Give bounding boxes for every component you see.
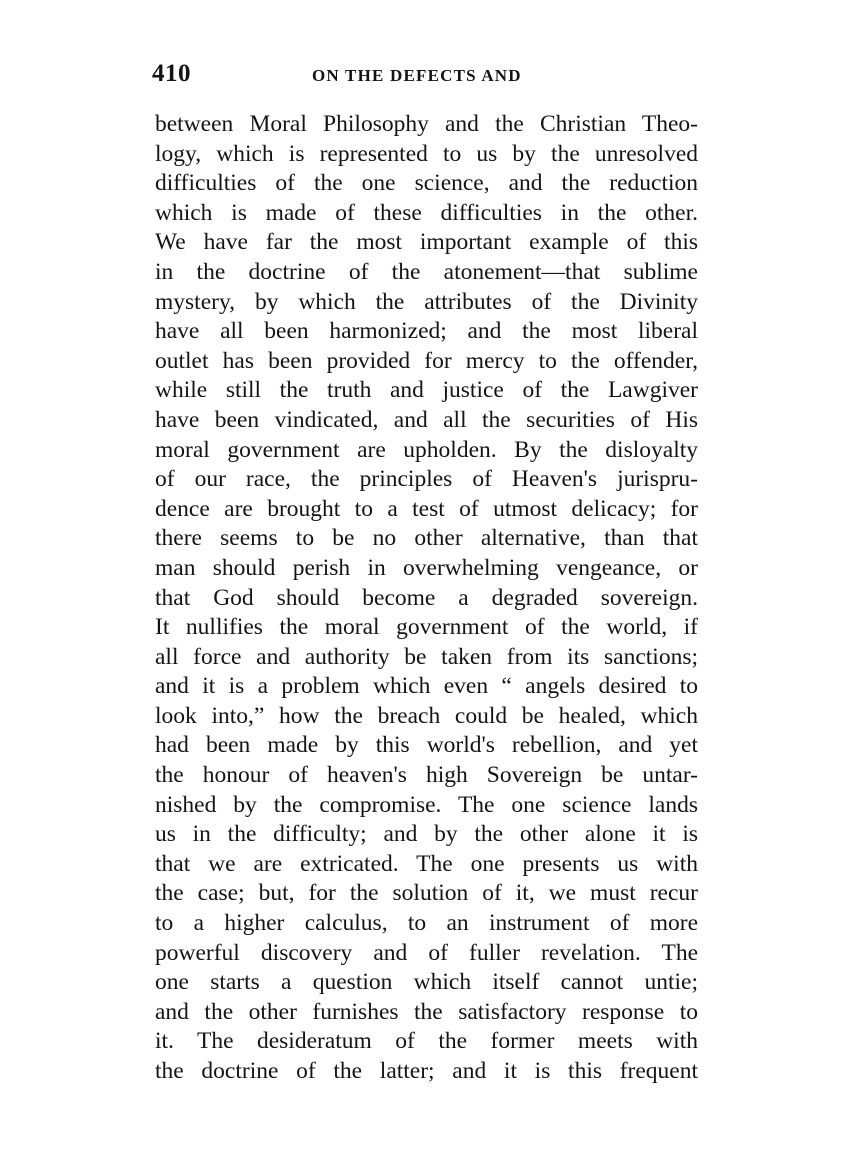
text-line: there seems to be no other alternative, than that	[155, 525, 698, 552]
text-line: We have far the most important example of this	[155, 229, 698, 256]
page-number: 410	[152, 60, 191, 87]
text-line: dence are brought to a test of utmost delicacy; for	[155, 495, 698, 522]
text-line: had been made by this world's rebellion, and yet	[155, 732, 698, 759]
text-line: to a higher calculus, to an instrument of more	[155, 910, 698, 937]
text-line: that we are extricated. The one presents us with	[155, 850, 698, 877]
text-line: have all been harmonized; and the most liberal	[155, 318, 698, 345]
text-line: the honour of heaven's high Sovereign be untar-	[155, 762, 698, 789]
text-line: powerful discovery and of fuller revelation. The	[155, 939, 698, 966]
page-header	[152, 58, 700, 92]
text-line: man should perish in overwhelming vengeance, or	[155, 554, 698, 581]
text-line: outlet has been provided for mercy to the offender,	[155, 347, 698, 374]
text-line: look into,” how the breach could be healed, which	[155, 702, 698, 729]
text-line: logy, which is represented to us by the unresolved	[155, 140, 698, 167]
text-line: it. The desideratum of the former meets with	[155, 1028, 698, 1055]
body-text	[155, 110, 698, 1087]
text-line: between Moral Philosophy and the Christian Theo-	[155, 111, 698, 137]
text-line: in the doctrine of the atonement—that sublime	[155, 258, 698, 285]
text-line: moral government are upholden. By the disloyalty	[155, 436, 698, 463]
text-line: of our race, the principles of Heaven's jurispru-	[155, 466, 698, 493]
text-line: difficulties of the one science, and the reduction	[155, 170, 698, 197]
text-line: the doctrine of the latter; and it is this frequent	[155, 1058, 698, 1084]
text-line: It nullifies the moral government of the world, if	[155, 614, 698, 641]
text-line: and the other furnishes the satisfactory response to	[155, 998, 698, 1025]
text-line: nished by the compromise. The one science lands	[155, 791, 698, 818]
text-line: one starts a question which itself cannot untie;	[155, 969, 698, 996]
text-line: and it is a problem which even “ angels desired to	[155, 673, 698, 700]
text-line: have been vindicated, and all the securities of His	[155, 406, 698, 433]
text-line: us in the difficulty; and by the other alone it is	[155, 821, 698, 848]
text-line: the case; but, for the solution of it, we must recur	[155, 880, 698, 907]
running-title: ON THE DEFECTS AND	[312, 66, 522, 85]
text-line: all force and authority be taken from its sanctions;	[155, 643, 698, 670]
text-line: while still the truth and justice of the Lawgiver	[155, 377, 698, 404]
text-line: mystery, by which the attributes of the Divinity	[155, 288, 698, 315]
text-line: which is made of these difficulties in the other.	[155, 199, 698, 226]
text-line: that God should become a degraded sovereign.	[155, 584, 698, 611]
